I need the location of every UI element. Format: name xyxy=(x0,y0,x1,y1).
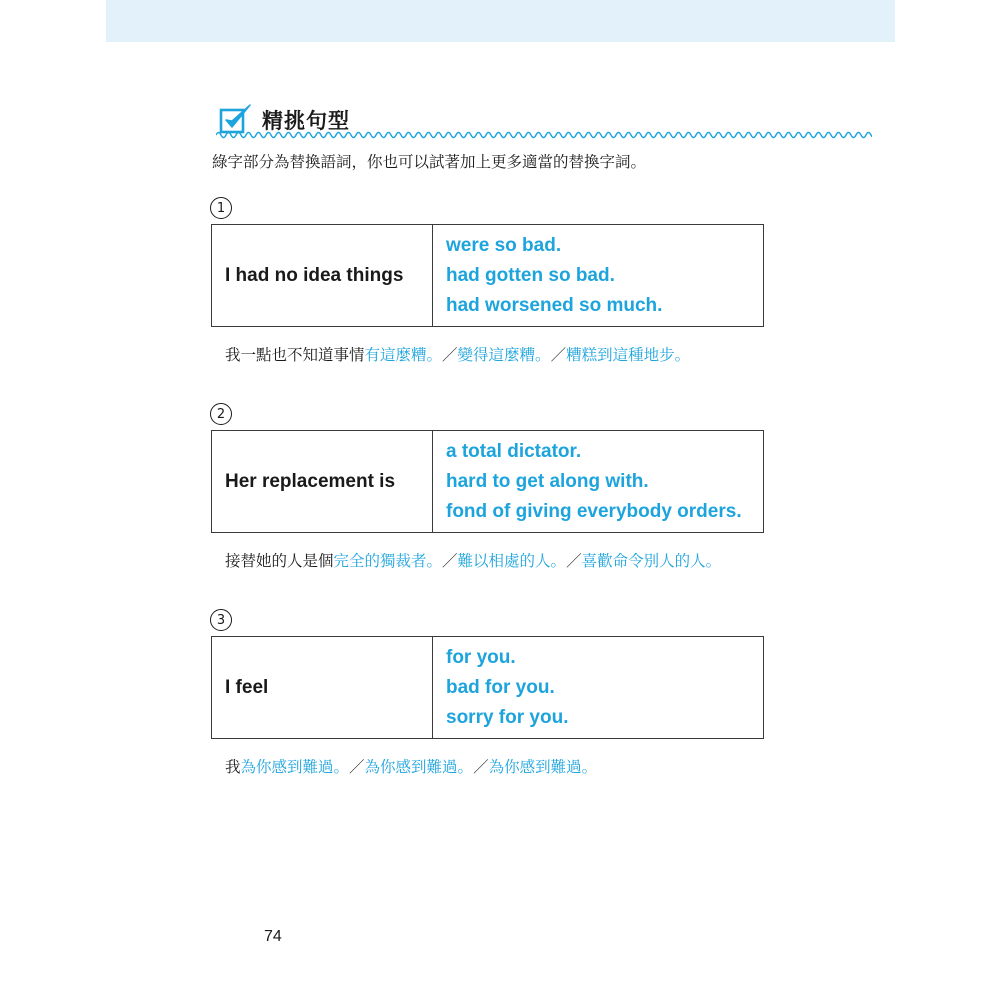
alternative-phrase: bad for you. xyxy=(446,676,555,698)
translation-separator: ／ xyxy=(473,758,489,776)
pattern-translation xyxy=(225,549,721,571)
translation-prefix: 接替她的人是個 xyxy=(225,552,334,570)
translation-alternative: 為你感到難過。 xyxy=(488,758,598,776)
translation-alternative: 完全的獨裁者。 xyxy=(333,552,443,570)
page-number: 74 xyxy=(264,928,282,945)
pattern-stem: I had no idea things xyxy=(212,225,433,326)
pattern-number: 2 xyxy=(210,403,232,425)
alternative-phrase: had worsened so much. xyxy=(446,294,663,316)
translation-separator: ／ xyxy=(550,346,567,364)
pattern-table xyxy=(211,224,764,327)
translation-alternative: 糟糕到這種地步。 xyxy=(566,346,691,364)
pattern-number: 1 xyxy=(210,197,232,219)
translation-alternative: 為你感到難過。 xyxy=(364,758,474,776)
translation-alternative: 難以相處的人。 xyxy=(457,552,567,570)
alternative-phrase: fond of giving everybody orders. xyxy=(446,500,742,522)
alternative-phrase: had gotten so bad. xyxy=(446,264,615,286)
pattern-stem: Her replacement is xyxy=(212,431,433,532)
translation-prefix: 我 xyxy=(225,758,241,776)
translation-alternative: 為你感到難過。 xyxy=(240,758,350,776)
book-page xyxy=(106,0,895,1000)
alternative-phrase: hard to get along with. xyxy=(446,470,649,492)
pattern-stem: I feel xyxy=(212,637,433,738)
translation-separator: ／ xyxy=(349,758,365,776)
header-band xyxy=(106,0,895,42)
pattern-alternatives xyxy=(433,637,763,738)
wavy-divider xyxy=(216,128,872,142)
left-margin xyxy=(0,0,106,1000)
translation-alternative: 有這麼糟。 xyxy=(364,346,443,364)
right-margin xyxy=(895,0,1000,1000)
translation-prefix: 我一點也不知道事情 xyxy=(225,346,365,364)
translation-separator: ／ xyxy=(442,346,458,364)
pattern-table xyxy=(211,430,764,533)
alternative-phrase: sorry for you. xyxy=(446,706,569,728)
alternative-phrase: for you. xyxy=(446,646,516,668)
translation-alternative: 喜歡命令別人的人。 xyxy=(581,552,722,570)
alternative-phrase: were so bad. xyxy=(446,234,562,256)
section-intro: 綠字部分為替換語詞，你也可以試著加上更多適當的替換字詞。 xyxy=(212,153,647,171)
pattern-number: 3 xyxy=(210,609,232,631)
pattern-translation xyxy=(225,343,690,365)
section-title-text: 精挑句型 xyxy=(262,109,350,133)
alternative-phrase: a total dictator. xyxy=(446,440,582,462)
translation-alternative: 變得這麼糟。 xyxy=(457,346,551,364)
pattern-alternatives xyxy=(433,431,763,532)
pattern-translation xyxy=(225,755,597,777)
pattern-alternatives xyxy=(433,225,763,326)
translation-separator: ／ xyxy=(566,552,582,570)
pattern-table xyxy=(211,636,764,739)
translation-separator: ／ xyxy=(442,552,458,570)
